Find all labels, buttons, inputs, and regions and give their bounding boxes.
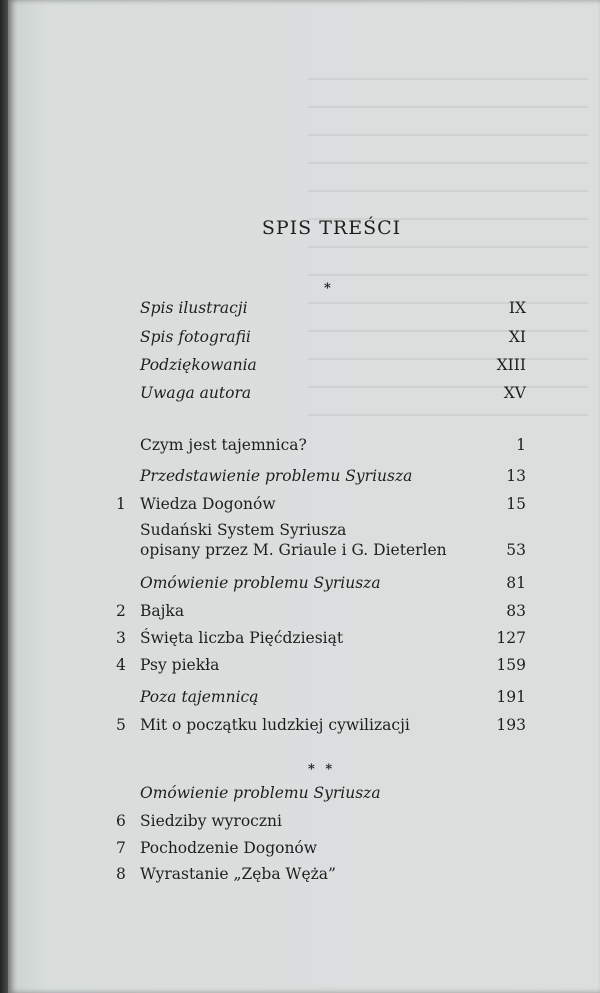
entry-page: XV: [503, 384, 526, 402]
entry-page: XIII: [496, 356, 526, 374]
entry-label: Wiedza Dogonów: [140, 495, 276, 513]
entry-number: 7: [116, 839, 126, 857]
entry-label: Bajka: [140, 602, 185, 620]
entry-page: 191: [496, 688, 526, 706]
entry-label: Omówienie problemu Syriusza: [140, 784, 381, 802]
entry-page: 159: [496, 656, 526, 674]
entry-number: 1: [116, 495, 126, 513]
entry-label: Spis fotografii: [140, 328, 251, 346]
entry-label: Czym jest tajemnica?: [140, 436, 307, 454]
entry-label: Święta liczba Pięćdziesiąt: [140, 629, 344, 647]
page-title: SPIS TREŚCI: [261, 217, 402, 239]
entry-label: Sudański System Syriusza: [140, 521, 347, 539]
entry-label-continued: opisany przez M. Griaule i G. Dieterlen: [140, 541, 447, 559]
entry-number: 3: [116, 629, 126, 647]
entry-page: 15: [506, 495, 526, 513]
book-page: [8, 0, 600, 993]
entry-label: Psy piekła: [140, 656, 220, 674]
show-through-text: [308, 60, 588, 440]
entry-label: Omówienie problemu Syriusza: [140, 574, 381, 592]
entry-label: Wyrastanie „Zęba Węża”: [140, 865, 336, 883]
entry-page: 193: [496, 716, 526, 734]
entry-number: 4: [116, 656, 126, 674]
entry-number: 5: [116, 716, 126, 734]
entry-label: Spis ilustracji: [140, 299, 248, 317]
entry-page: IX: [508, 299, 526, 317]
entry-page: 13: [506, 467, 526, 485]
entry-number: 6: [116, 812, 126, 830]
toc-entry-multiline: [116, 520, 526, 564]
entry-page: XI: [508, 328, 526, 346]
entry-label: Pochodzenie Dogonów: [140, 839, 318, 857]
entry-label: Mit o początku ludzkiej cywilizacji: [140, 716, 410, 734]
entry-page: 83: [506, 602, 526, 620]
entry-page: 1: [516, 436, 526, 454]
entry-page: 81: [506, 574, 526, 592]
entry-label: Siedziby wyroczni: [140, 812, 282, 830]
separator-star: *: [324, 281, 331, 296]
book-spine: [0, 0, 8, 993]
entry-label: Uwaga autora: [140, 384, 252, 402]
entry-page: 127: [496, 629, 526, 647]
entry-number: 8: [116, 865, 126, 883]
entry-label: Przedstawienie problemu Syriusza: [140, 467, 413, 485]
entry-number: 2: [116, 602, 126, 620]
separator-double-star: * *: [308, 762, 333, 777]
entry-label: Podziękowania: [140, 356, 257, 374]
entry-label: Poza tajemnicą: [140, 688, 259, 706]
entry-page: 53: [506, 541, 526, 559]
